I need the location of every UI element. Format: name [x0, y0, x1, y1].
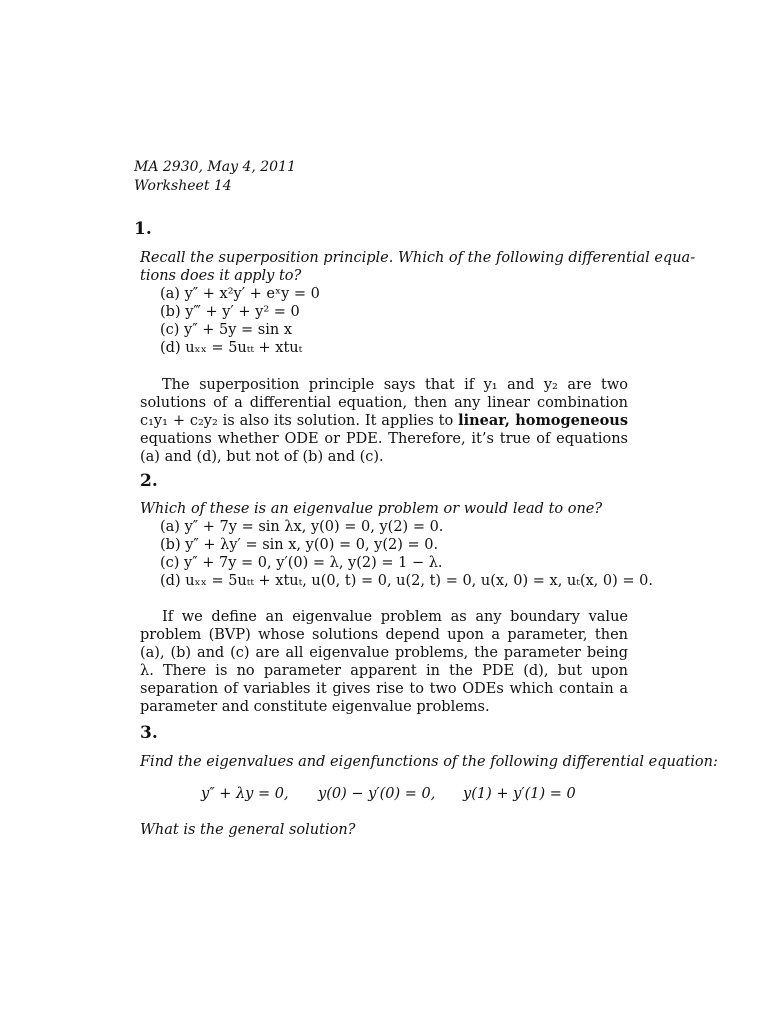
question-2-options — [160, 518, 660, 590]
option-c: (c) y″ + 7y = 0, y′(0) = λ, y(2) = 1 − λ. — [160, 555, 443, 571]
question-1-answer — [140, 376, 628, 466]
answer-emphasis: linear, homogeneous — [458, 412, 628, 429]
equation-boundary-right: y(1) + y′(1) = 0 — [463, 786, 576, 802]
equation-boundary-left: y(0) − y′(0) = 0, — [318, 786, 436, 802]
question-1-prompt-line: tions does it apply to? — [140, 268, 302, 284]
question-3-followup: What is the general solution? — [140, 822, 356, 838]
option-a: (a) y″ + x²y′ + eˣy = 0 — [160, 286, 320, 302]
option-c: (c) y″ + 5y = sin x — [160, 322, 293, 338]
worksheet-title: Worksheet 14 — [134, 178, 232, 194]
question-2-answer — [140, 608, 628, 716]
question-1-number: 1. — [134, 219, 152, 239]
question-1-options — [160, 285, 660, 357]
worksheet-header — [134, 158, 634, 196]
answer-text: equations whether ODE or PDE. Therefore, it’s true of equations (a) and (d), but not of (b) and (c). — [140, 431, 628, 465]
question-3-number: 3. — [140, 723, 158, 743]
question-1-prompt-line: Recall the superposition principle. Which of the following differential equa- — [140, 250, 696, 266]
option-a: (a) y″ + 7y = sin λx, y(0) = 0, y(2) = 0. — [160, 519, 444, 535]
option-b: (b) y‴ + y′ + y² = 0 — [160, 304, 300, 320]
option-d: (d) uₓₓ = 5uₜₜ + xtuₜ, u(0, t) = 0, u(2, t) = 0, u(x, 0) = x, uₜ(x, 0) = 0. — [160, 573, 653, 589]
answer-text: If we define an eigenvalue problem as any boundary value problem (BVP) whose solutions depend upon a parameter, then (a), (b) and (c) are all eigenvalue problems, the parameter being λ. There is no parameter apparent in the PDE (d), but upon separation of variables it gives rise to two ODEs which contain a parameter and constitute eigenvalue problems. — [140, 609, 628, 715]
course-date-line: MA 2930, May 4, 2011 — [134, 159, 296, 175]
option-b: (b) y″ + λy′ = sin x, y(0) = 0, y(2) = 0. — [160, 537, 439, 553]
question-3-prompt: Find the eigenvalues and eigenfunctions of the following differential equation: — [140, 754, 718, 770]
question-2-number: 2. — [140, 471, 158, 491]
option-d: (d) uₓₓ = 5uₜₜ + xtuₜ — [160, 340, 303, 356]
question-1-prompt — [140, 249, 696, 285]
equation-ode: y″ + λy = 0, — [201, 786, 289, 802]
question-2-prompt: Which of these is an eigenvalue problem or would lead to one? — [140, 501, 603, 517]
answer-text: The superposition principle says that if y₁ and y₂ are two solutions of a differential equation, then any linear combination c₁y₁ + c₂y₂ is also its solution. It applies to — [140, 377, 628, 429]
